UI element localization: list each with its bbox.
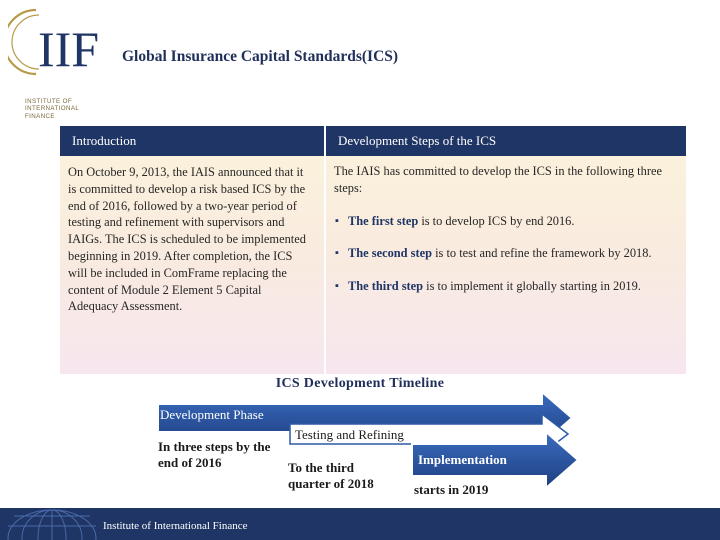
intro-header: Introduction xyxy=(60,126,324,156)
phase-desc-testing: To the third quarter of 2018 xyxy=(288,460,374,491)
bullet-icon: ▪ xyxy=(335,247,339,260)
steps-panel xyxy=(326,156,686,374)
bullet-icon: ▪ xyxy=(335,280,339,293)
logo-sub-line: INSTITUTE OF xyxy=(25,98,73,105)
step-text: is to test and refine the framework by 2018. xyxy=(432,246,652,261)
phase-desc-development: In three steps by the end of 2016 xyxy=(158,439,271,470)
steps-header: Development Steps of the ICS xyxy=(326,126,686,156)
iif-logo xyxy=(8,6,100,122)
page-title: Global Insurance Capital Standards(ICS) xyxy=(122,48,399,65)
phase-desc-implementation: starts in 2019 xyxy=(414,482,489,497)
globe-icon xyxy=(6,508,98,540)
bullet-icon: ▪ xyxy=(335,214,339,227)
step-text: is to develop ICS by end 2016. xyxy=(418,213,575,228)
footer-bar xyxy=(0,508,720,540)
logo-sub-line: INTERNATIONAL xyxy=(25,105,80,113)
step-lead: The second step xyxy=(348,246,432,261)
step-lead: The third step xyxy=(348,279,424,294)
logo-subtitle xyxy=(25,98,105,120)
steps-intro-text: The IAIS has committed to develop the ICS in the following three steps: xyxy=(334,164,662,195)
phase-label-testing: Testing and Refining xyxy=(295,427,404,442)
logo-sub-line: FINANCE xyxy=(25,112,55,120)
intro-text: On October 9, 2013, the IAIS announced that it is committed to develop a risk based ICS by the end of 2016, followed by a two-year period of testing and refinement with supervisors and IAIGs. The ICS is scheduled to be implemented beginning in 2019. After completion, the ICS will be included in ComFrame replacing the content of Module 2 Element 5 Capital Adequacy Assessment. xyxy=(68,165,306,314)
iif-logo-mark xyxy=(8,6,108,78)
footer-text: Institute of International Finance xyxy=(103,520,248,532)
step-item xyxy=(334,245,678,262)
logo-mark-text: IIF xyxy=(38,21,100,77)
step-text: is to implement it globally starting in 2019. xyxy=(423,279,641,294)
intro-panel xyxy=(60,156,324,374)
phase-label-implementation: Implementation xyxy=(418,452,507,467)
phase-label-development: Development Phase xyxy=(160,407,264,422)
step-lead: The first step xyxy=(348,213,419,228)
step-item xyxy=(334,213,678,230)
step-item xyxy=(334,278,678,295)
timeline-title: ICS Development Timeline xyxy=(275,376,445,391)
